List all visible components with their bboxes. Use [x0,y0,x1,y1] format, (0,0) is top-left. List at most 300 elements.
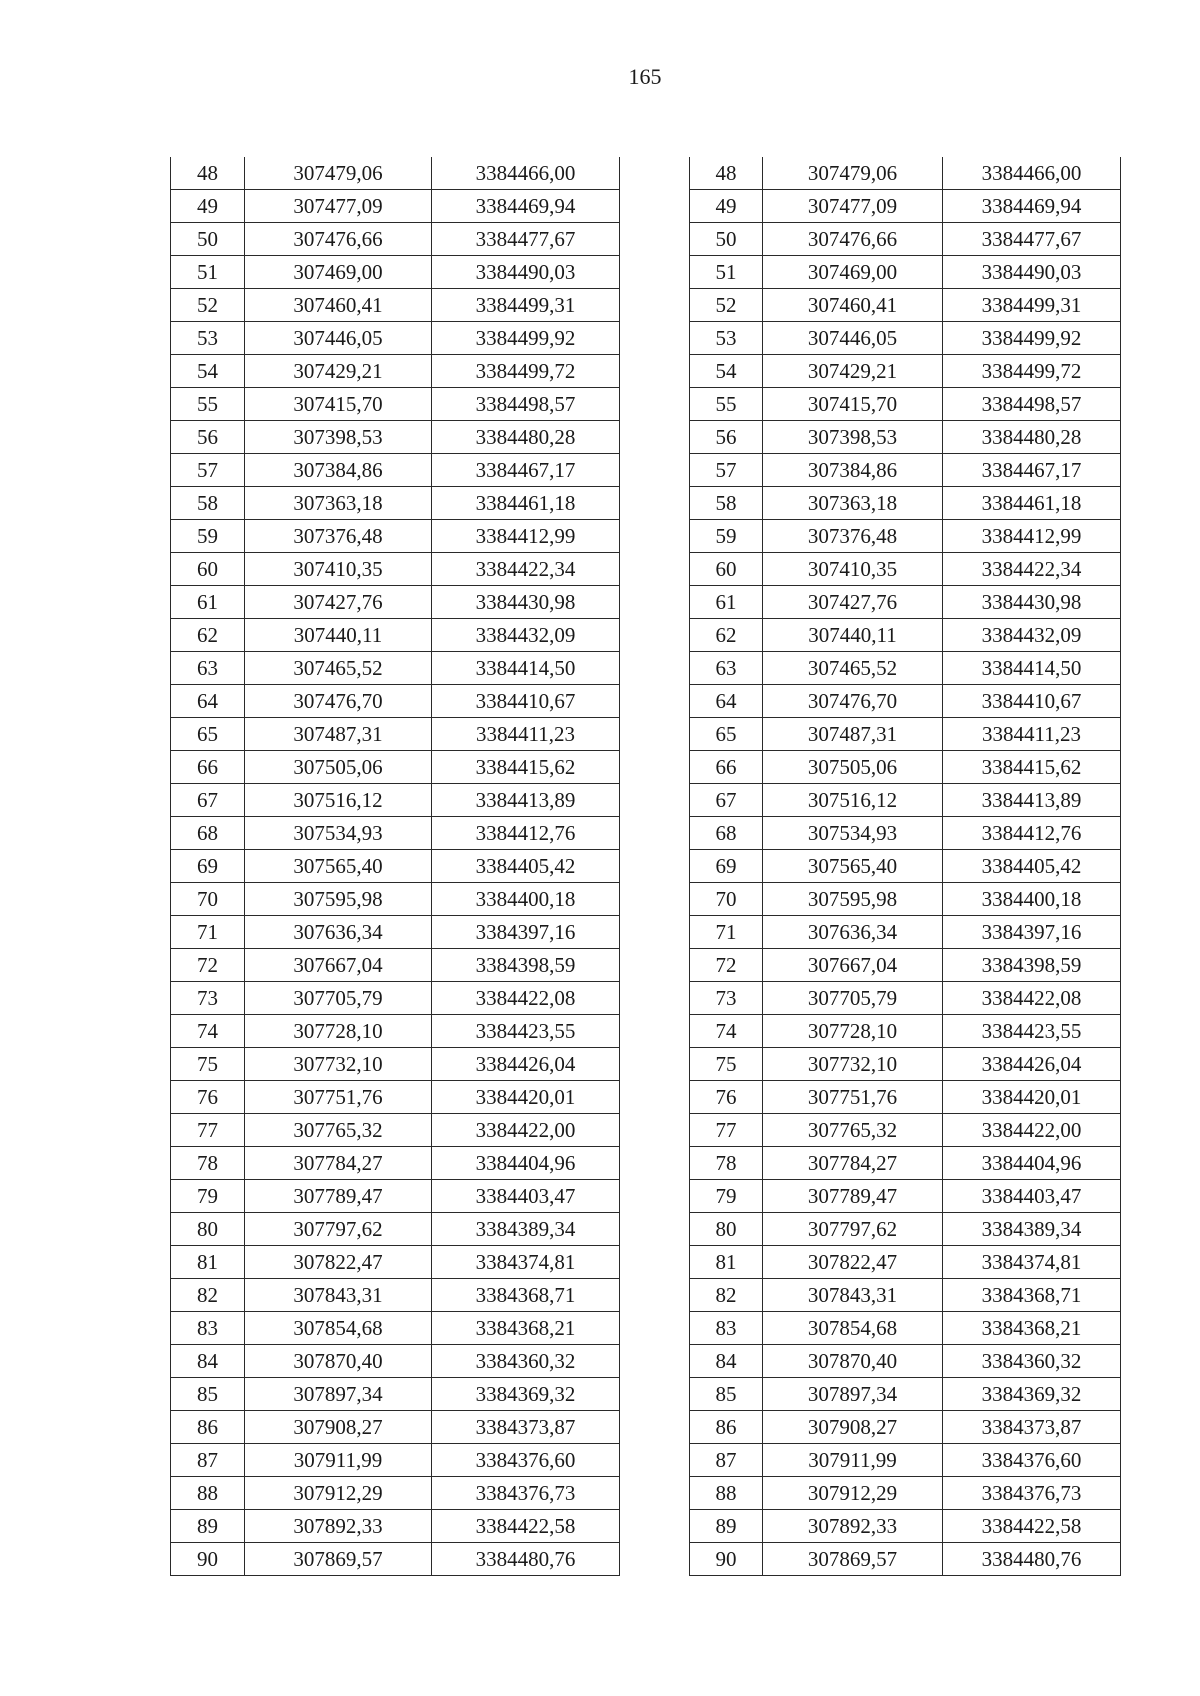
point-number-cell: 77 [171,1114,245,1147]
y-coordinate-cell: 3384461,18 [943,487,1121,520]
y-coordinate-cell: 3384426,04 [943,1048,1121,1081]
point-number-cell: 70 [171,883,245,916]
table-row [171,1279,620,1312]
y-coordinate-cell: 3384414,50 [432,652,620,685]
table-row [690,1477,1121,1510]
y-coordinate-cell: 3384405,42 [432,850,620,883]
point-number-cell: 55 [690,388,763,421]
x-coordinate-cell: 307469,00 [763,256,943,289]
point-number-cell: 86 [690,1411,763,1444]
x-coordinate-cell: 307398,53 [763,421,943,454]
x-coordinate-cell: 307440,11 [763,619,943,652]
table-row [690,520,1121,553]
y-coordinate-cell: 3384466,00 [432,157,620,190]
table-row [690,421,1121,454]
y-coordinate-cell: 3384413,89 [432,784,620,817]
y-coordinate-cell: 3384499,92 [943,322,1121,355]
x-coordinate-cell: 307784,27 [763,1147,943,1180]
y-coordinate-cell: 3384374,81 [432,1246,620,1279]
table-row [690,256,1121,289]
table-row [690,1015,1121,1048]
table-row [171,487,620,520]
y-coordinate-cell: 3384461,18 [432,487,620,520]
point-number-cell: 70 [690,883,763,916]
point-number-cell: 78 [171,1147,245,1180]
table-row [171,784,620,817]
x-coordinate-cell: 307822,47 [245,1246,432,1279]
point-number-cell: 67 [690,784,763,817]
x-coordinate-cell: 307667,04 [245,949,432,982]
table-row [171,685,620,718]
point-number-cell: 60 [690,553,763,586]
table-row [690,1081,1121,1114]
x-coordinate-cell: 307363,18 [245,487,432,520]
point-number-cell: 71 [171,916,245,949]
point-number-cell: 74 [171,1015,245,1048]
x-coordinate-cell: 307912,29 [245,1477,432,1510]
x-coordinate-cell: 307487,31 [763,718,943,751]
y-coordinate-cell: 3384477,67 [432,223,620,256]
y-coordinate-cell: 3384397,16 [432,916,620,949]
point-number-cell: 76 [690,1081,763,1114]
table-row [690,586,1121,619]
point-number-cell: 62 [171,619,245,652]
y-coordinate-cell: 3384422,58 [432,1510,620,1543]
y-coordinate-cell: 3384426,04 [432,1048,620,1081]
point-number-cell: 80 [690,1213,763,1246]
y-coordinate-cell: 3384411,23 [432,718,620,751]
y-coordinate-cell: 3384499,92 [432,322,620,355]
table-row [171,454,620,487]
table-row [690,190,1121,223]
table-row [171,190,620,223]
table-row [171,1312,620,1345]
point-number-cell: 79 [171,1180,245,1213]
x-coordinate-cell: 307705,79 [245,982,432,1015]
table-row [171,1015,620,1048]
x-coordinate-cell: 307477,09 [245,190,432,223]
y-coordinate-cell: 3384423,55 [432,1015,620,1048]
table-row [690,487,1121,520]
y-coordinate-cell: 3384414,50 [943,652,1121,685]
x-coordinate-cell: 307892,33 [763,1510,943,1543]
y-coordinate-cell: 3384403,47 [432,1180,620,1213]
x-coordinate-cell: 307636,34 [245,916,432,949]
x-coordinate-cell: 307911,99 [763,1444,943,1477]
point-number-cell: 86 [171,1411,245,1444]
x-coordinate-cell: 307732,10 [245,1048,432,1081]
x-coordinate-cell: 307415,70 [245,388,432,421]
y-coordinate-cell: 3384480,76 [432,1543,620,1576]
point-number-cell: 49 [171,190,245,223]
table-row [171,850,620,883]
x-coordinate-cell: 307465,52 [763,652,943,685]
x-coordinate-cell: 307789,47 [245,1180,432,1213]
coordinates-table-right-body [690,157,1121,1576]
y-coordinate-cell: 3384469,94 [432,190,620,223]
x-coordinate-cell: 307765,32 [245,1114,432,1147]
point-number-cell: 85 [171,1378,245,1411]
table-row [690,1048,1121,1081]
point-number-cell: 87 [690,1444,763,1477]
table-row [690,1180,1121,1213]
y-coordinate-cell: 3384412,76 [943,817,1121,850]
x-coordinate-cell: 307505,06 [245,751,432,784]
x-coordinate-cell: 307797,62 [245,1213,432,1246]
point-number-cell: 75 [171,1048,245,1081]
x-coordinate-cell: 307476,70 [245,685,432,718]
y-coordinate-cell: 3384432,09 [943,619,1121,652]
y-coordinate-cell: 3384432,09 [432,619,620,652]
table-row [171,1510,620,1543]
y-coordinate-cell: 3384480,76 [943,1543,1121,1576]
point-number-cell: 76 [171,1081,245,1114]
y-coordinate-cell: 3384398,59 [943,949,1121,982]
table-row [171,916,620,949]
point-number-cell: 71 [690,916,763,949]
table-row [171,586,620,619]
point-number-cell: 50 [690,223,763,256]
x-coordinate-cell: 307427,76 [245,586,432,619]
y-coordinate-cell: 3384498,57 [943,388,1121,421]
point-number-cell: 56 [690,421,763,454]
point-number-cell: 53 [690,322,763,355]
table-row [690,751,1121,784]
y-coordinate-cell: 3384430,98 [432,586,620,619]
y-coordinate-cell: 3384368,71 [943,1279,1121,1312]
x-coordinate-cell: 307870,40 [245,1345,432,1378]
point-number-cell: 54 [690,355,763,388]
x-coordinate-cell: 307534,93 [763,817,943,850]
y-coordinate-cell: 3384404,96 [943,1147,1121,1180]
y-coordinate-cell: 3384369,32 [432,1378,620,1411]
x-coordinate-cell: 307705,79 [763,982,943,1015]
table-row [690,1543,1121,1576]
x-coordinate-cell: 307897,34 [763,1378,943,1411]
point-number-cell: 88 [690,1477,763,1510]
table-row [171,949,620,982]
y-coordinate-cell: 3384389,34 [943,1213,1121,1246]
table-row [690,685,1121,718]
y-coordinate-cell: 3384467,17 [943,454,1121,487]
x-coordinate-cell: 307460,41 [245,289,432,322]
table-row [690,1444,1121,1477]
y-coordinate-cell: 3384373,87 [432,1411,620,1444]
table-row [690,322,1121,355]
point-number-cell: 63 [690,652,763,685]
table-row [171,1147,620,1180]
y-coordinate-cell: 3384400,18 [943,883,1121,916]
x-coordinate-cell: 307784,27 [245,1147,432,1180]
table-row [690,1510,1121,1543]
point-number-cell: 90 [171,1543,245,1576]
point-number-cell: 88 [171,1477,245,1510]
x-coordinate-cell: 307479,06 [763,157,943,190]
x-coordinate-cell: 307869,57 [763,1543,943,1576]
table-row [171,718,620,751]
y-coordinate-cell: 3384403,47 [943,1180,1121,1213]
y-coordinate-cell: 3384499,31 [943,289,1121,322]
point-number-cell: 67 [171,784,245,817]
y-coordinate-cell: 3384498,57 [432,388,620,421]
table-row [171,883,620,916]
table-row [690,553,1121,586]
x-coordinate-cell: 307797,62 [763,1213,943,1246]
y-coordinate-cell: 3384430,98 [943,586,1121,619]
coordinates-table-left-body [171,157,620,1576]
table-row [690,817,1121,850]
table-row [690,223,1121,256]
x-coordinate-cell: 307465,52 [245,652,432,685]
y-coordinate-cell: 3384499,31 [432,289,620,322]
table-row [171,982,620,1015]
point-number-cell: 82 [690,1279,763,1312]
point-number-cell: 80 [171,1213,245,1246]
y-coordinate-cell: 3384469,94 [943,190,1121,223]
table-row [171,1246,620,1279]
table-row [171,751,620,784]
point-number-cell: 51 [171,256,245,289]
point-number-cell: 72 [690,949,763,982]
x-coordinate-cell: 307870,40 [763,1345,943,1378]
table-row [690,1312,1121,1345]
point-number-cell: 68 [171,817,245,850]
x-coordinate-cell: 307822,47 [763,1246,943,1279]
point-number-cell: 73 [690,982,763,1015]
y-coordinate-cell: 3384477,67 [943,223,1121,256]
y-coordinate-cell: 3384422,00 [432,1114,620,1147]
point-number-cell: 81 [690,1246,763,1279]
x-coordinate-cell: 307516,12 [763,784,943,817]
table-row [690,157,1121,190]
point-number-cell: 79 [690,1180,763,1213]
table-row [690,619,1121,652]
x-coordinate-cell: 307376,48 [763,520,943,553]
point-number-cell: 48 [171,157,245,190]
table-row [171,817,620,850]
point-number-cell: 55 [171,388,245,421]
point-number-cell: 54 [171,355,245,388]
x-coordinate-cell: 307384,86 [763,454,943,487]
point-number-cell: 56 [171,421,245,454]
point-number-cell: 52 [171,289,245,322]
x-coordinate-cell: 307732,10 [763,1048,943,1081]
y-coordinate-cell: 3384360,32 [943,1345,1121,1378]
table-row [690,784,1121,817]
y-coordinate-cell: 3384411,23 [943,718,1121,751]
x-coordinate-cell: 307427,76 [763,586,943,619]
point-number-cell: 84 [171,1345,245,1378]
x-coordinate-cell: 307912,29 [763,1477,943,1510]
point-number-cell: 58 [690,487,763,520]
point-number-cell: 78 [690,1147,763,1180]
table-row [690,1246,1121,1279]
y-coordinate-cell: 3384423,55 [943,1015,1121,1048]
y-coordinate-cell: 3384422,08 [432,982,620,1015]
coordinates-table-right [689,157,1121,1576]
point-number-cell: 60 [171,553,245,586]
x-coordinate-cell: 307565,40 [245,850,432,883]
point-number-cell: 65 [171,718,245,751]
point-number-cell: 84 [690,1345,763,1378]
y-coordinate-cell: 3384397,16 [943,916,1121,949]
x-coordinate-cell: 307897,34 [245,1378,432,1411]
y-coordinate-cell: 3384369,32 [943,1378,1121,1411]
y-coordinate-cell: 3384400,18 [432,883,620,916]
x-coordinate-cell: 307908,27 [763,1411,943,1444]
table-row [171,289,620,322]
table-row [171,421,620,454]
y-coordinate-cell: 3384410,67 [432,685,620,718]
y-coordinate-cell: 3384405,42 [943,850,1121,883]
point-number-cell: 81 [171,1246,245,1279]
point-number-cell: 87 [171,1444,245,1477]
point-number-cell: 66 [171,751,245,784]
table-row [171,1180,620,1213]
y-coordinate-cell: 3384499,72 [432,355,620,388]
point-number-cell: 74 [690,1015,763,1048]
y-coordinate-cell: 3384389,34 [432,1213,620,1246]
table-row [171,619,620,652]
table-row [171,652,620,685]
table-row [690,355,1121,388]
y-coordinate-cell: 3384412,99 [432,520,620,553]
y-coordinate-cell: 3384412,99 [943,520,1121,553]
y-coordinate-cell: 3384422,34 [432,553,620,586]
x-coordinate-cell: 307505,06 [763,751,943,784]
x-coordinate-cell: 307565,40 [763,850,943,883]
x-coordinate-cell: 307843,31 [245,1279,432,1312]
y-coordinate-cell: 3384422,34 [943,553,1121,586]
x-coordinate-cell: 307911,99 [245,1444,432,1477]
x-coordinate-cell: 307398,53 [245,421,432,454]
point-number-cell: 49 [690,190,763,223]
y-coordinate-cell: 3384415,62 [432,751,620,784]
x-coordinate-cell: 307765,32 [763,1114,943,1147]
y-coordinate-cell: 3384490,03 [432,256,620,289]
table-row [171,1114,620,1147]
y-coordinate-cell: 3384466,00 [943,157,1121,190]
x-coordinate-cell: 307476,66 [763,223,943,256]
table-row [690,883,1121,916]
y-coordinate-cell: 3384368,21 [943,1312,1121,1345]
x-coordinate-cell: 307843,31 [763,1279,943,1312]
point-number-cell: 59 [690,520,763,553]
table-row [171,1444,620,1477]
point-number-cell: 66 [690,751,763,784]
x-coordinate-cell: 307667,04 [763,949,943,982]
point-number-cell: 72 [171,949,245,982]
point-number-cell: 89 [690,1510,763,1543]
x-coordinate-cell: 307854,68 [245,1312,432,1345]
page-number: 165 [628,64,662,89]
table-row [690,1345,1121,1378]
y-coordinate-cell: 3384467,17 [432,454,620,487]
x-coordinate-cell: 307440,11 [245,619,432,652]
y-coordinate-cell: 3384413,89 [943,784,1121,817]
x-coordinate-cell: 307892,33 [245,1510,432,1543]
table-row [690,1378,1121,1411]
table-row [690,1213,1121,1246]
table-row [690,916,1121,949]
y-coordinate-cell: 3384499,72 [943,355,1121,388]
table-row [171,388,620,421]
table-row [171,1543,620,1576]
table-row [171,1213,620,1246]
x-coordinate-cell: 307869,57 [245,1543,432,1576]
y-coordinate-cell: 3384415,62 [943,751,1121,784]
y-coordinate-cell: 3384398,59 [432,949,620,982]
table-row [690,718,1121,751]
table-row [171,1081,620,1114]
table-row [171,520,620,553]
point-number-cell: 52 [690,289,763,322]
x-coordinate-cell: 307728,10 [763,1015,943,1048]
point-number-cell: 64 [171,685,245,718]
x-coordinate-cell: 307908,27 [245,1411,432,1444]
point-number-cell: 69 [171,850,245,883]
table-row [171,1411,620,1444]
table-row [171,553,620,586]
point-number-cell: 82 [171,1279,245,1312]
x-coordinate-cell: 307595,98 [763,883,943,916]
y-coordinate-cell: 3384422,08 [943,982,1121,1015]
point-number-cell: 51 [690,256,763,289]
x-coordinate-cell: 307595,98 [245,883,432,916]
point-number-cell: 59 [171,520,245,553]
point-number-cell: 50 [171,223,245,256]
point-number-cell: 83 [690,1312,763,1345]
table-row [171,157,620,190]
x-coordinate-cell: 307476,66 [245,223,432,256]
x-coordinate-cell: 307487,31 [245,718,432,751]
point-number-cell: 77 [690,1114,763,1147]
table-row [171,355,620,388]
table-row [171,322,620,355]
point-number-cell: 57 [171,454,245,487]
y-coordinate-cell: 3384376,60 [432,1444,620,1477]
y-coordinate-cell: 3384412,76 [432,817,620,850]
x-coordinate-cell: 307446,05 [763,322,943,355]
point-number-cell: 61 [690,586,763,619]
table-row [690,1147,1121,1180]
point-number-cell: 83 [171,1312,245,1345]
point-number-cell: 69 [690,850,763,883]
x-coordinate-cell: 307460,41 [763,289,943,322]
y-coordinate-cell: 3384480,28 [432,421,620,454]
point-number-cell: 61 [171,586,245,619]
y-coordinate-cell: 3384374,81 [943,1246,1121,1279]
x-coordinate-cell: 307446,05 [245,322,432,355]
y-coordinate-cell: 3384360,32 [432,1345,620,1378]
x-coordinate-cell: 307751,76 [763,1081,943,1114]
x-coordinate-cell: 307429,21 [245,355,432,388]
x-coordinate-cell: 307415,70 [763,388,943,421]
x-coordinate-cell: 307516,12 [245,784,432,817]
x-coordinate-cell: 307384,86 [245,454,432,487]
y-coordinate-cell: 3384368,71 [432,1279,620,1312]
point-number-cell: 75 [690,1048,763,1081]
point-number-cell: 57 [690,454,763,487]
point-number-cell: 53 [171,322,245,355]
x-coordinate-cell: 307469,00 [245,256,432,289]
point-number-cell: 73 [171,982,245,1015]
y-coordinate-cell: 3384490,03 [943,256,1121,289]
table-row [690,1279,1121,1312]
x-coordinate-cell: 307476,70 [763,685,943,718]
point-number-cell: 63 [171,652,245,685]
y-coordinate-cell: 3384368,21 [432,1312,620,1345]
